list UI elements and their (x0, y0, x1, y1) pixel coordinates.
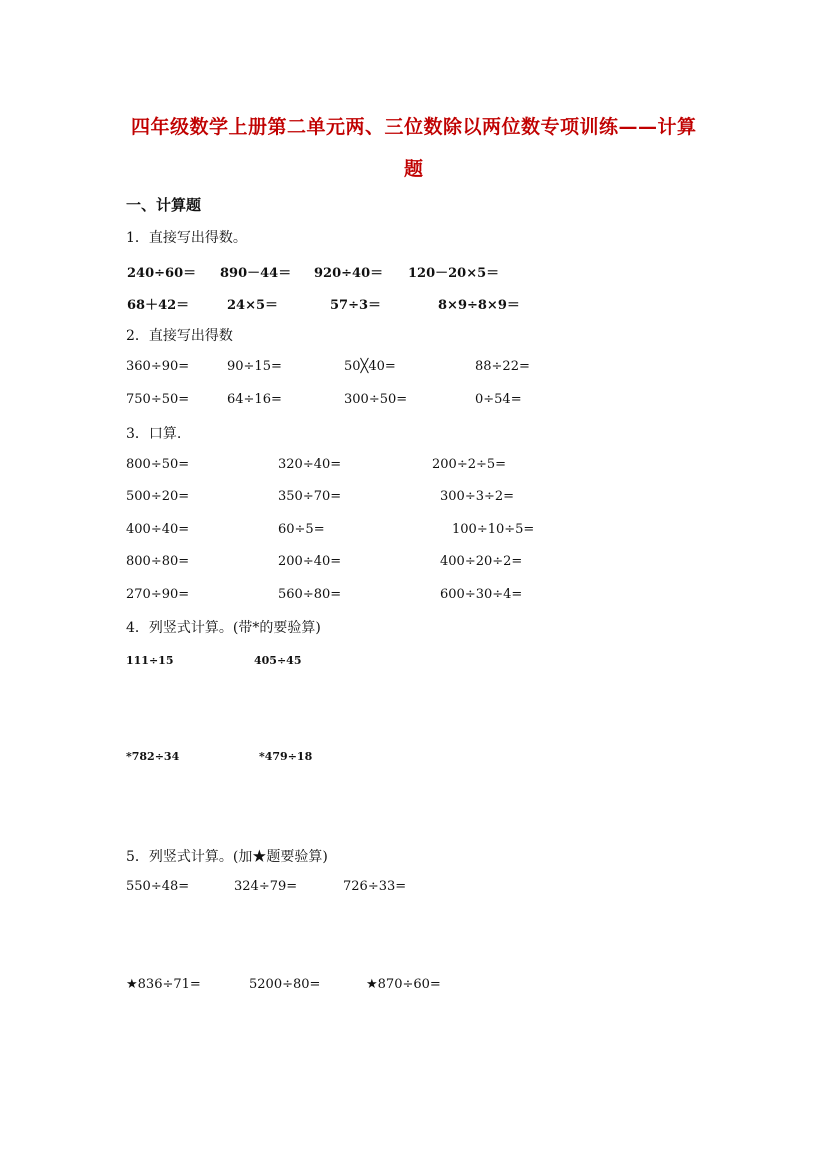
q3-problem: 600÷30÷4= (440, 587, 523, 602)
q3-problem: 270÷90= (126, 587, 190, 602)
q1-problem: 24×5＝ (227, 298, 279, 313)
q5-problem: 550÷48= (126, 879, 190, 894)
q5-problem: 5200÷80= (249, 977, 321, 992)
page-title-line1: 四年级数学上册第二单元两、三位数除以两位数专项训练——计算 (131, 116, 697, 138)
question-5-label: 5．列竖式计算。(加★题要验算) (126, 849, 328, 865)
q5-problem: 726÷33= (343, 879, 407, 894)
q3-problem: 400÷20÷2= (440, 554, 523, 569)
q1-problem: 68＋42＝ (127, 298, 190, 313)
q3-problem: 200÷40= (278, 554, 342, 569)
question-1-label: 1．直接写出得数。 (126, 230, 247, 246)
q3-problem: 500÷20= (126, 489, 190, 504)
q1-problem: 890－44＝ (220, 266, 292, 281)
q3-problem: 800÷50= (126, 457, 190, 472)
q3-problem: 100÷10÷5= (452, 522, 535, 537)
q3-problem: 300÷3÷2= (440, 489, 515, 504)
q1-problem: 8×9÷8×9＝ (438, 298, 520, 313)
q3-problem: 560÷80= (278, 587, 342, 602)
q1-problem: 57÷3＝ (330, 298, 382, 313)
q4-problem: *782÷34 (126, 750, 180, 763)
q5-problem: ★870÷60= (366, 977, 441, 992)
q3-problem: 400÷40= (126, 522, 190, 537)
q4-problem: *479÷18 (259, 750, 313, 763)
question-2-label: 2．直接写出得数 (126, 328, 233, 344)
q1-problem: 920÷40＝ (314, 266, 384, 281)
q2-problem: 750÷50= (126, 392, 190, 407)
q2-problem: 360÷90= (126, 359, 190, 374)
q5-problem: ★836÷71= (126, 977, 201, 992)
q2-problem: 50╳40= (344, 359, 396, 374)
q5-problem: 324÷79= (234, 879, 298, 894)
q3-problem: 60÷5= (278, 522, 325, 537)
q3-problem: 800÷80= (126, 554, 190, 569)
question-3-label: 3．口算. (126, 426, 182, 442)
q3-problem: 350÷70= (278, 489, 342, 504)
q2-problem: 64÷16= (227, 392, 282, 407)
question-4-label: 4．列竖式计算。(带*的要验算) (126, 620, 321, 636)
q2-problem: 300÷50= (344, 392, 408, 407)
page-title-line2: 题 (404, 158, 424, 180)
q4-problem: 111÷15 (126, 654, 174, 667)
q2-problem: 88÷22= (475, 359, 530, 374)
q1-problem: 240÷60＝ (127, 266, 197, 281)
q1-problem: 120－20×5＝ (408, 266, 500, 281)
q3-problem: 200÷2÷5= (432, 457, 507, 472)
q2-problem: 90÷15= (227, 359, 282, 374)
q3-problem: 320÷40= (278, 457, 342, 472)
q2-problem: 0÷54= (475, 392, 522, 407)
section-header: 一、计算题 (126, 196, 202, 214)
q4-problem: 405÷45 (254, 654, 302, 667)
